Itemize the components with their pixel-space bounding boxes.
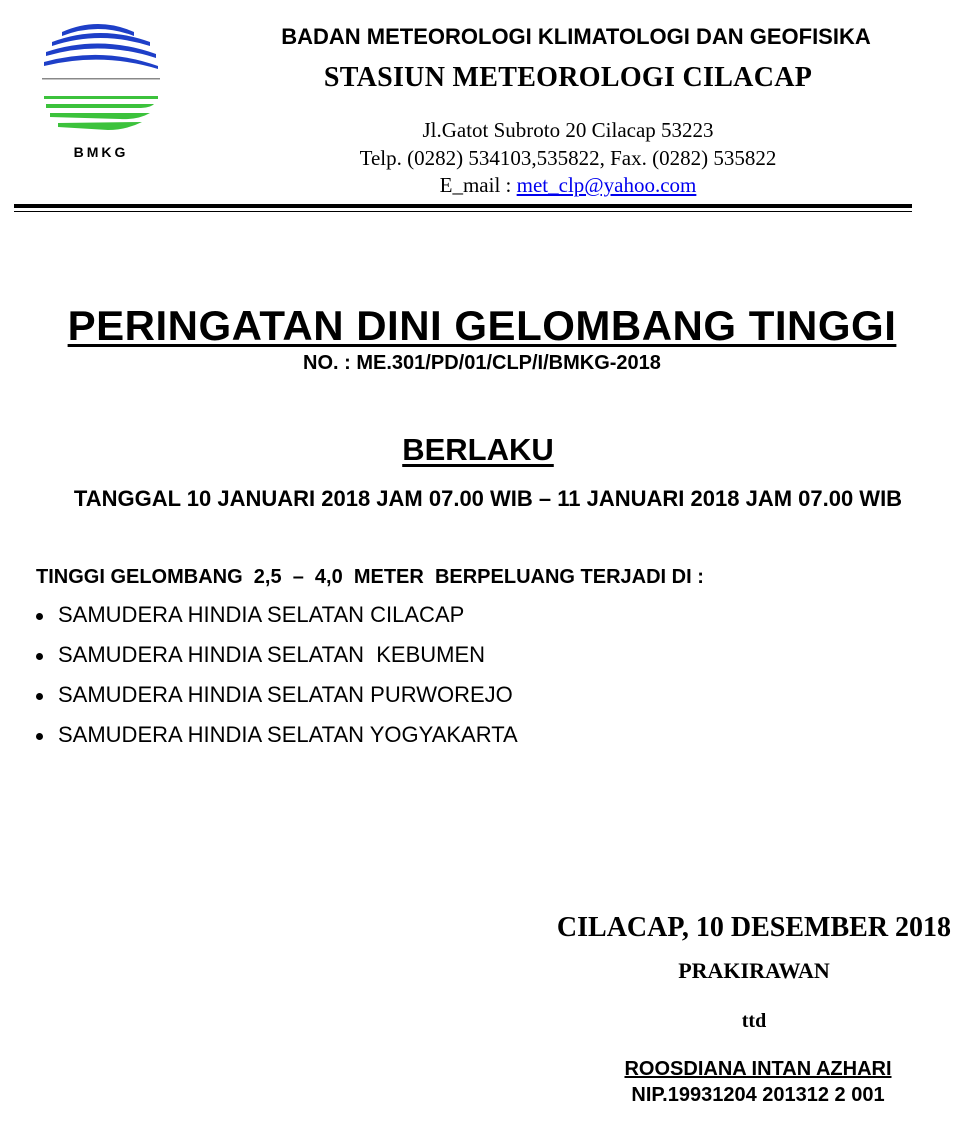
station-name: STASIUN METEOROLOGI CILACAP (323, 62, 813, 93)
signed-mark: ttd (741, 1010, 767, 1032)
area-label: SAMUDERA HINDIA SELATAN KEBUMEN (58, 642, 486, 667)
station-phone: Telp. (0282) 534103,535822, Fax. (0282) 535822 (359, 146, 777, 170)
agency-name: BADAN METEOROLOGI KLIMATOLOGI DAN GEOFISIKA (281, 24, 871, 49)
validity-period: TANGGAL 10 JANUARI 2018 JAM 07.00 WIB – 11 JANUARI 2018 JAM 07.00 WIB (73, 486, 903, 511)
document-number: NO. : ME.301/PD/01/CLP/I/BMKG-2018 (303, 352, 661, 374)
station-email-line (232, 173, 904, 198)
list-item (36, 678, 518, 718)
station-address: Jl.Gatot Subroto 20 Cilacap 53223 (422, 118, 714, 142)
signer-nip: NIP.19931204 201312 2 001 (631, 1084, 885, 1106)
signer-name: ROOSDIANA INTAN AZHARI (624, 1058, 892, 1080)
list-item (36, 638, 518, 678)
affected-areas-list (36, 598, 518, 758)
list-item (36, 598, 518, 638)
bullet-icon (36, 733, 43, 740)
area-label: SAMUDERA HINDIA SELATAN YOGYAKARTA (58, 722, 518, 747)
notice-title: PERINGATAN DINI GELOMBANG TINGGI (67, 302, 897, 349)
validity-heading: BERLAKU (402, 432, 554, 467)
place-and-date: CILACAP, 10 DESEMBER 2018 (556, 912, 952, 943)
bmkg-logo (38, 20, 164, 162)
bmkg-logo-mark-icon (38, 20, 164, 162)
bullet-icon (36, 653, 43, 660)
letterhead-divider-thick (14, 204, 912, 208)
letterhead-divider-thin (14, 211, 912, 212)
bullet-icon (36, 693, 43, 700)
email-link[interactable]: met_clp@yahoo.com (516, 173, 697, 197)
email-label: E_mail : (439, 173, 517, 197)
area-label: SAMUDERA HINDIA SELATAN PURWOREJO (58, 682, 513, 707)
wave-height-statement: TINGGI GELOMBANG 2,5 – 4,0 METER BERPELUANG TERJADI DI : (36, 566, 704, 588)
signer-role: PRAKIRAWAN (678, 958, 830, 983)
area-label: SAMUDERA HINDIA SELATAN CILACAP (58, 602, 465, 627)
list-item (36, 718, 518, 758)
bullet-icon (36, 613, 43, 620)
logo-wordmark: BMKG (73, 144, 129, 160)
